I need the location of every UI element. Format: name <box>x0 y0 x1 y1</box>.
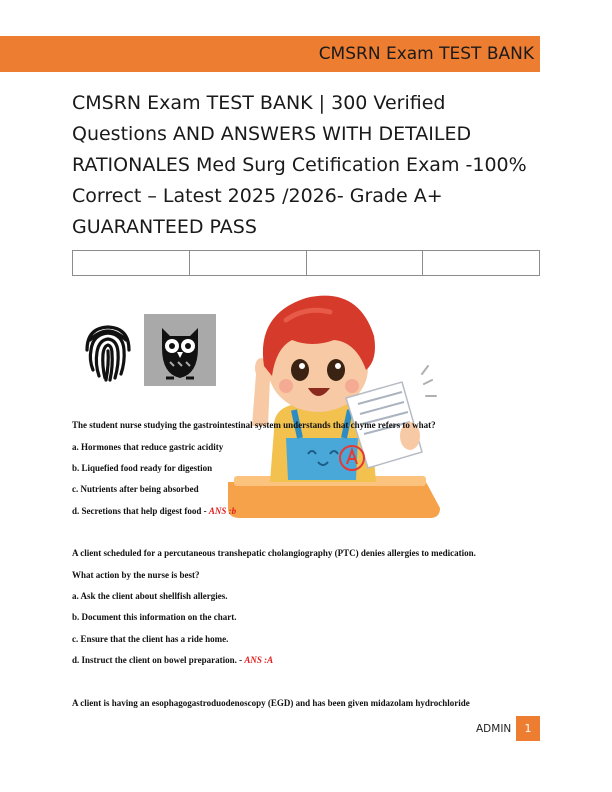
question-2-stem: A client scheduled for a percutaneous transhepatic cholangiography (PTC) denies allergies to medication. <box>72 548 476 558</box>
option-text: d. Instruct the client on bowel preparation. - <box>72 655 245 665</box>
question-2-stem-continued: What action by the nurse is best? <box>72 570 200 580</box>
footer-label: ADMIN <box>476 723 512 735</box>
question-2-option-b: b. Document this information on the chart. <box>72 612 237 622</box>
document-title: CMSRN Exam TEST BANK | 300 Verified Questions AND ANSWERS WITH DETAILED RATIONALES Med Surg Cetification Exam -100% Correct – Latest 2025 /2026- Grade A+ GUARANTEED PASS <box>72 92 527 238</box>
table-cell <box>73 251 190 276</box>
table-cell <box>189 251 306 276</box>
question-1-option-c: c. Nutrients after being absorbed <box>72 484 199 494</box>
question-1-option-a: a. Hormones that reduce gastric acidity <box>72 442 224 452</box>
table-cell <box>423 251 540 276</box>
question-1-option-d <box>72 506 542 516</box>
question-2-option-d <box>72 655 542 665</box>
question-1-option-b: b. Liquefied food ready for digestion <box>72 463 213 473</box>
question-3-stem: A client is having an esophagogastroduodenoscopy (EGD) and has been given midazolam hydrochloride <box>72 698 470 708</box>
question-1-stem: The student nurse studying the gastrointestinal system understands that chyme refers to what? <box>72 420 436 430</box>
owl-box <box>144 314 216 386</box>
question-2-option-a: a. Ask the client about shellfish allergies. <box>72 591 228 601</box>
table-cell <box>306 251 423 276</box>
option-text: d. Secretions that help digest food - <box>72 506 209 516</box>
header-band <box>0 36 540 72</box>
header-title: CMSRN Exam TEST BANK <box>318 44 534 64</box>
fingerprint-icon <box>84 318 132 382</box>
page-number: 1 <box>516 716 540 741</box>
empty-table <box>72 250 540 276</box>
owl-icon <box>144 314 216 386</box>
answer-key: ANS :b <box>208 506 237 516</box>
answer-key: ANS :A <box>244 655 274 665</box>
question-2-option-c: c. Ensure that the client has a ride home. <box>72 634 229 644</box>
